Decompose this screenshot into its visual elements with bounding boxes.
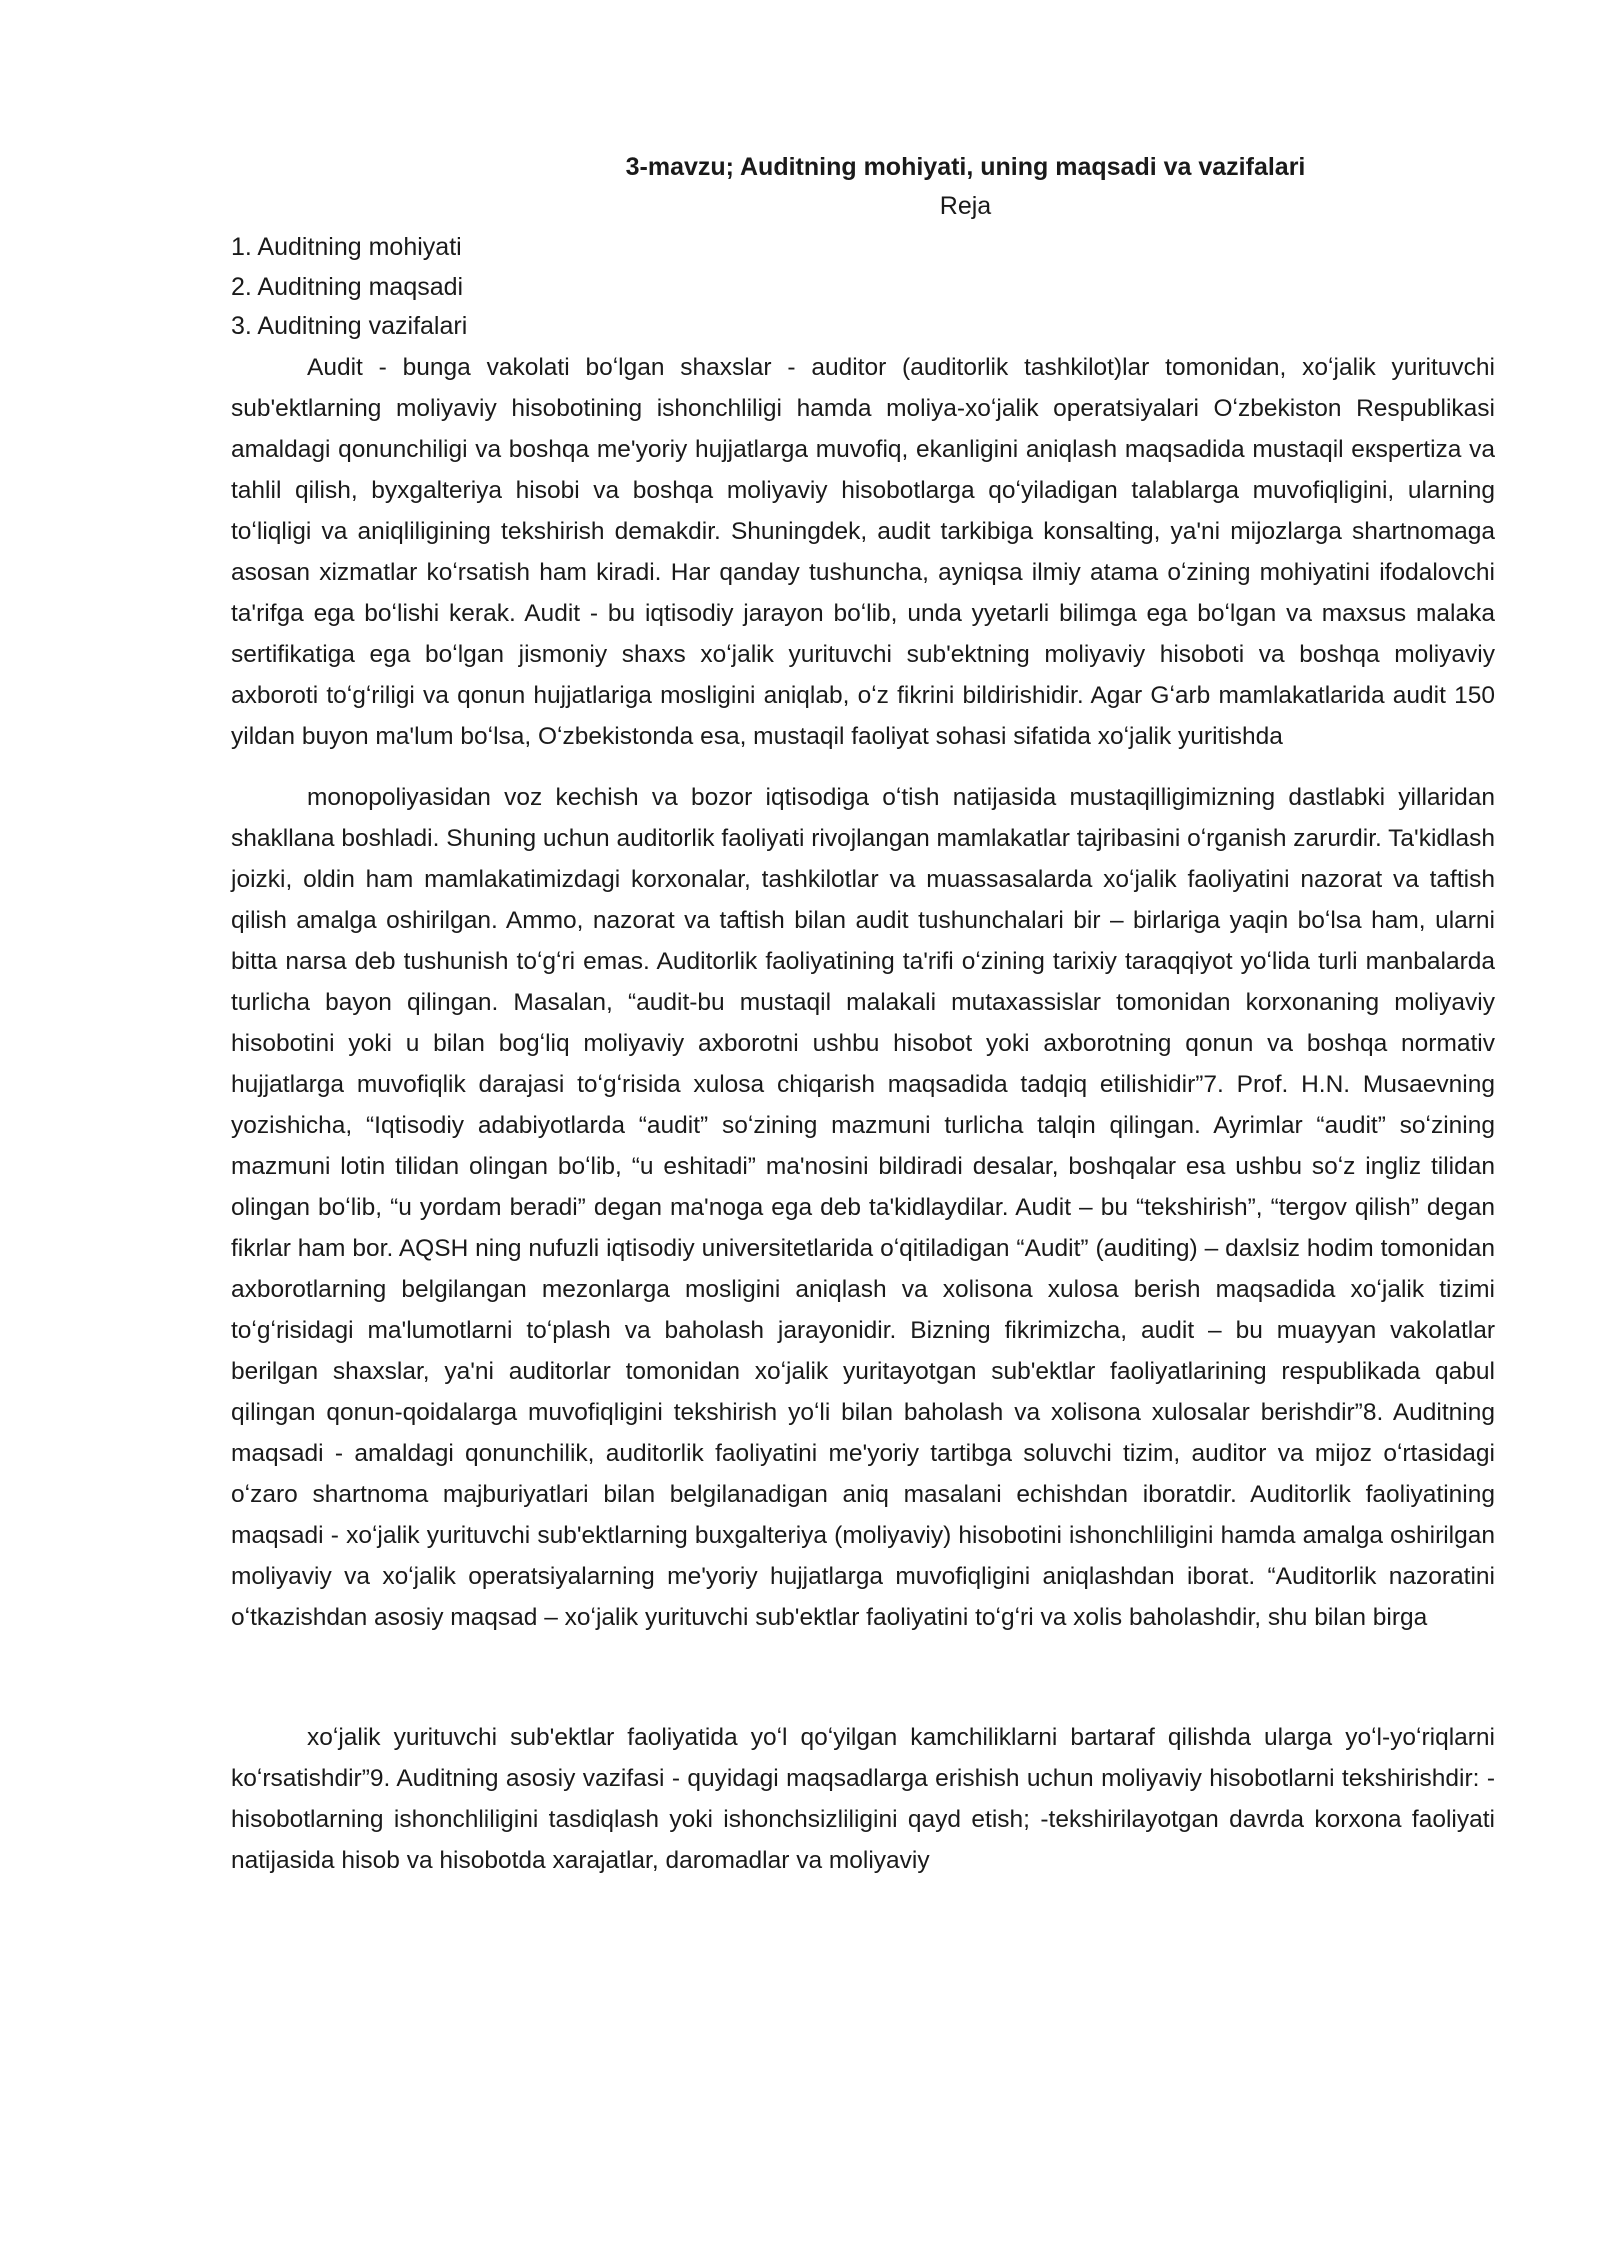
body-paragraph-1: Audit - bunga vakolati boʻlgan shaxslar - auditor (auditorlik tashkilot)lar tomonidan, xoʻjalik yurituvchi sub'ektlarning moliyaviy hisobotining ishonchliligi hamda moliya-xoʻjalik operatsiyalari Oʻzbekiston Respublikasi amaldagi qonunchiligi va boshqa me'yoriy hujjatlarga muvofiq, ekanligini aniqlash maqsadida mustaqil екspertiza va tahlil qilish, byxgalteriya hisobi va boshqa moliyaviy hisobotlarga qoʻyiladigan talablarga muvofiqligini, ularning toʻliqligi va aniqliligining tekshirish demakdir. Shuningdek, audit tarkibiga konsalting, ya'ni mijozlarga shartnomaga asosan xizmatlar koʻrsatish ham kiradi. Har qanday tushuncha, ayniqsa ilmiy atama oʻzining mohiyatini ifodalovchi ta'rifga ega boʻlishi kerak. Audit - bu iqtisodiy jarayon boʻlib, unda yyetarli bilimga ega boʻlgan va maxsus malaka sertifikatiga ega boʻlgan jismoniy shaxs xoʻjalik yurituvchi sub'ektning moliyaviy hisoboti va boshqa moliyaviy axboroti toʻgʻriligi va qonun hujjatlariga mosligini aniqlab, oʻz fikrini bildirishidir. Agar Gʻarb mamlakatlarida audit 150 yildan buyon ma'lum boʻlsa, Oʻzbekistonda esa, mustaqil faoliyat sohasi sifatida xoʻjalik yuritishda [231,353,1495,750]
plan-heading: Reja [939,192,992,220]
document-title: 3-mavzu; Auditning mohiyati, uning maqsadi va vazifalari [625,153,1306,181]
plan-item-3: 3. Auditning vazifalari [231,312,468,340]
body-paragraph-3: xoʻjalik yurituvchi sub'ektlar faoliyatida yoʻl qoʻyilgan kamchiliklarni bartaraf qilishda ularga yoʻl-yoʻriqlarni koʻrsatishdir”9. Auditning asosiy vazifasi - quyidagi maqsadlarga erishish uchun moliyaviy hisobotlarni tekshirishdir: -hisobotlarning ishonchliligini tasdiqlash yoki ishonchsizliligini qayd etish; -tekshirilayotgan davrda korxona faoliyati natijasida hisob va hisobotda xarajatlar, daromadlar va moliyaviy [231,1723,1495,1874]
document-page [231,148,1495,1881]
plan-item-1: 1. Auditning mohiyati [231,233,462,261]
plan-list [231,228,1495,347]
body-paragraph-2: monopoliyasidan voz kechish va bozor iqtisodiga oʻtish natijasida mustaqilligimizning dastlabki yillaridan shakllana boshladi. Shuning uchun auditorlik faoliyati rivojlangan mamlakatlar tajribasini oʻrganish zarurdir. Ta'kidlash joizki, oldin ham mamlakatimizdagi korxonalar, tashkilotlar va muassasalarda xoʻjalik faoliyatini nazorat va taftish qilish amalga oshirilgan. Ammo, nazorat va taftish bilan audit tushunchalari bir – birlariga yaqin boʻlsa ham, ularni bitta narsa deb tushunish toʻgʻri emas. Auditorlik faoliyatining ta'rifi oʻzining tarixiy taraqqiyot yoʻlida turli manbalarda turlicha bayon qilingan. Masalan, “audit-bu mustaqil malakali mutaxassislar tomonidan korxonaning moliyaviy hisobotini yoki u bilan bogʻliq moliyaviy axborotni ushbu hisobot yoki axborotning qonun va boshqa normativ hujjatlarga muvofiqlik darajasi toʻgʻrisida xulosa chiqarish maqsadida tadqiq etilishidir”7. Prof. H.N. Musaevning yozishicha, “Iqtisodiy adabiyotlarda “audit” soʻzining mazmuni turlicha talqin qilingan. Ayrimlar “audit” soʻzining mazmuni lotin tilidan olingan boʻlib, “u eshitadi” ma'nosini bildiradi desalar, boshqalar esa ushbu soʻz ingliz tilidan olingan boʻlib, “u yordam beradi” degan ma'noga ega deb ta'kidlaydilar. Audit – bu “tekshirish”, “tergov qilish” degan fikrlar ham bor. AQSH ning nufuzli iqtisodiy universitetlarida oʻqitiladigan “Audit” (auditing) – daxlsiz hodim tomonidan axborotlarning belgilangan mezonlarga mosligini aniqlash va xolisona xulosa berish maqsadida xoʻjalik tizimi toʻgʻrisidagi ma'lumotlarni toʻplash va baholash jarayonidir. Bizning fikrimizcha, audit – bu muayyan vakolatlar berilgan shaxslar, ya'ni auditorlar tomonidan xoʻjalik yuritayotgan sub'ektlar faoliyatlarining respublikada qabul qilingan qonun-qoidalarga muvofiqligini tekshirish yoʻli bilan baholash va xolisona xulosalar berishdir”8. Auditning maqsadi - amaldagi qonunchilik, auditorlik faoliyatini me'yoriy tartibga soluvchi tizim, auditor va mijoz oʻrtasidagi oʻzaro shartnoma majburiyatlari bilan belgilanadigan aniq masalani echishdan iboratdir. Auditorlik faoliyatining maqsadi - xoʻjalik yurituvchi sub'ektlarning buxgalteriya (moliyaviy) hisobotini ishonchliligini hamda amalga oshirilgan moliyaviy va xoʻjalik operatsiyalarning me'yoriy hujjatlarga muvofiqligini aniqlashdan iborat. “Auditorlik nazoratini oʻtkazishdan asosiy maqsad – xoʻjalik yurituvchi sub'ektlar faoliyatini toʻgʻri va xolis baholashdir, shu bilan birga [231,783,1495,1631]
plan-item-2: 2. Auditning maqsadi [231,272,464,301]
